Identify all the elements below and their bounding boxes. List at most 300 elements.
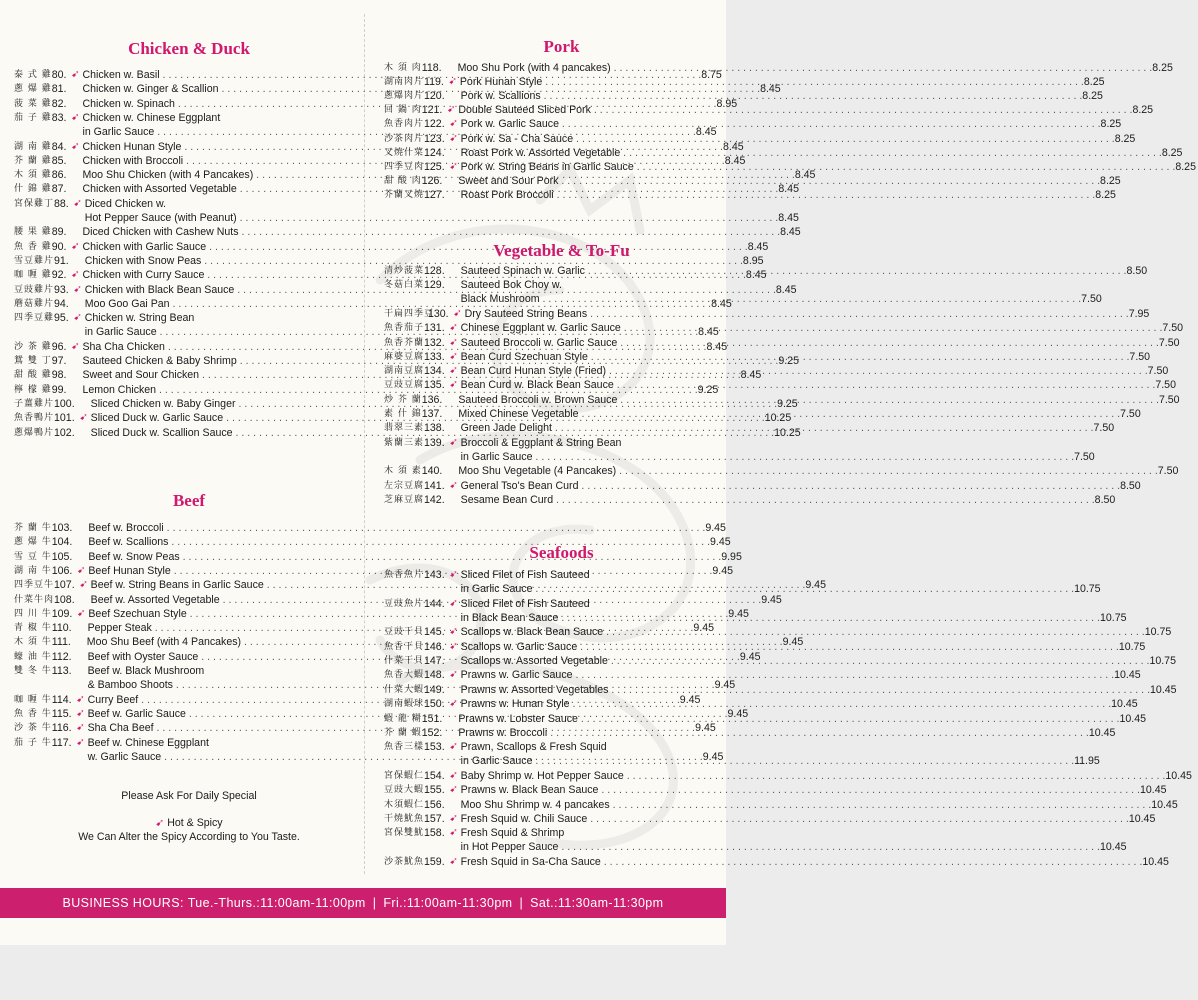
item-price: 8.50	[1120, 479, 1141, 492]
item-price: 9.25	[778, 355, 799, 367]
item-chinese-name: 沙茶肉片	[384, 133, 425, 144]
item-name-line: Moo Shu Pork (with 4 pancakes) . . .	[458, 61, 1153, 75]
item-number: 134.	[424, 365, 445, 378]
item-name-line: Sauteed Spinach w. Garlic . . .	[461, 264, 1127, 278]
item-description	[461, 436, 1074, 464]
item-number: 129.	[424, 279, 445, 292]
item-price: 9.45	[761, 593, 782, 606]
chili-pepper-icon: ➹	[76, 693, 85, 705]
item-number: 98.	[51, 369, 67, 382]
item-name-line: Moo Goo Gai Pan . . .	[85, 297, 711, 311]
menu-item	[14, 254, 764, 268]
item-description	[461, 812, 1129, 826]
item-name-line: Scallops w. Assorted Vegetable . . .	[461, 654, 1150, 668]
item-number: 137.	[421, 408, 443, 420]
menu-item	[384, 668, 1141, 682]
item-chinese-name: 清炒菠菜	[384, 266, 425, 276]
item-chinese-name: 芝麻豆腐	[384, 494, 425, 505]
item-chinese-name: 炒 芥 蘭	[384, 394, 422, 405]
item-number: 104.	[51, 536, 73, 549]
item-description	[461, 89, 1083, 103]
chili-pepper-icon: ➹	[71, 340, 80, 352]
item-number: 140.	[421, 465, 443, 478]
item-name-line: Prawns w. Black Bean Sauce . . .	[461, 783, 1140, 797]
item-name-line: Beef Hunan Style . . .	[88, 564, 712, 578]
item-number: 100.	[54, 397, 75, 410]
item-number: 147.	[424, 655, 445, 668]
item-name-line: Sha Cha Chicken . . .	[82, 340, 706, 354]
menu-item	[384, 798, 1178, 812]
item-name-line: Diced Chicken with Cashew Nuts . . .	[82, 225, 780, 239]
item-description	[461, 597, 1100, 625]
section-title-beef: Beef	[172, 491, 206, 510]
item-name-line: Sliced Filet of Fish Sauteed	[460, 569, 590, 581]
item-price: 8.45	[778, 183, 799, 196]
item-chinese-name: 魚香茄子	[384, 323, 425, 334]
item-price: 9.45	[695, 722, 716, 735]
item-description	[461, 826, 1100, 854]
item-name-line: in Garlic Sauce . . .	[85, 325, 698, 339]
item-name-line: Prawns w. Garlic Sauce . . .	[461, 668, 1114, 682]
item-name-line: Beef w. Garlic Sauce . . .	[88, 707, 728, 721]
item-price: 8.50	[1094, 493, 1116, 506]
item-price: 7.95	[1128, 307, 1150, 320]
item-chinese-name: 蔥 爆 雞	[14, 84, 52, 95]
item-number: 89.	[51, 226, 67, 239]
item-price: 9.45	[714, 679, 736, 691]
chili-pepper-icon: ➹	[449, 118, 458, 130]
item-name-line: Prawns w. Lobster Sauce . . .	[458, 712, 1119, 726]
item-number: 108.	[54, 593, 75, 606]
item-price: 8.45	[711, 297, 732, 310]
item-price: 10.25	[764, 412, 792, 425]
chili-pepper-icon: ➹	[73, 197, 82, 209]
item-chinese-name: 沙 茶 雞	[14, 341, 52, 352]
item-description	[461, 740, 1074, 768]
item-number: 153.	[424, 741, 445, 754]
item-number: 105.	[51, 550, 73, 563]
item-name-line: Prawns w. Broccoli . . .	[458, 726, 1088, 740]
chili-pepper-icon: ➹	[449, 132, 458, 144]
item-price: 9.45	[712, 564, 734, 577]
item-chinese-name: 湖南蝦球	[384, 699, 425, 710]
item-number: 96.	[51, 340, 67, 353]
item-chinese-name: 魚香芥蘭	[384, 337, 425, 348]
item-description	[461, 264, 1127, 278]
menu-item	[14, 578, 826, 592]
item-description	[461, 364, 1148, 378]
menu-item	[384, 132, 1136, 146]
item-number: 113.	[51, 665, 72, 677]
hours-separator: |	[372, 896, 377, 910]
item-chinese-name: 雪 豆 牛	[14, 551, 52, 562]
item-number: 149.	[424, 683, 445, 696]
chili-pepper-icon: ➹	[449, 784, 458, 796]
chili-pepper-icon: ➹	[77, 607, 86, 619]
item-number: 118.	[421, 62, 442, 74]
item-number: 101.	[54, 412, 75, 425]
item-name-line: Bean Curd Szechuan Style . . .	[461, 350, 1130, 364]
item-name-line: Broccoli & Eggplant & String Bean	[460, 436, 622, 449]
chili-pepper-icon: ➹	[449, 436, 458, 448]
chili-pepper-icon: ➹	[71, 240, 80, 252]
item-number: 121.	[421, 104, 443, 117]
menu-item	[14, 225, 801, 239]
item-chinese-name: 干燒魷魚	[384, 813, 425, 824]
item-number: 80.	[51, 69, 67, 81]
item-chinese-name: 冬菇白菜	[384, 280, 425, 291]
item-price: 7.50	[1120, 408, 1141, 420]
item-name-line: Sliced Filet of Fish Sauteed	[460, 597, 590, 610]
item-number: 150.	[424, 698, 445, 711]
item-price: 10.75	[1144, 626, 1172, 639]
item-name-line: Mixed Chinese Vegetable . . .	[458, 407, 1120, 421]
item-number: 119.	[424, 76, 444, 89]
item-name-line: Prawns w. Hunan Style . . .	[461, 697, 1112, 711]
item-name-line: Chicken w. Ginger & Scallion . . .	[82, 82, 760, 96]
item-number: 93.	[54, 283, 69, 296]
item-chinese-name: 回 鍋 肉	[384, 105, 422, 116]
chili-pepper-icon: ➹	[449, 379, 458, 391]
item-name-line: in Garlic Sauce . . .	[461, 754, 1074, 768]
item-price: 8.45	[775, 283, 797, 296]
item-chinese-name: 魚 香 雞	[14, 241, 52, 252]
item-chinese-name: 蔥爆鴨片	[14, 427, 55, 438]
item-description	[461, 625, 1145, 639]
item-number: 86.	[51, 169, 67, 182]
item-price: 8.45	[698, 326, 719, 339]
item-name-line: Beef w. Scallions . . .	[88, 535, 710, 549]
item-number: 94.	[54, 297, 69, 310]
item-chinese-name: 魚香三樣	[384, 742, 425, 753]
item-name-line: Sauteed Broccoli w. Brown Sauce . . .	[458, 393, 1159, 407]
item-chinese-name: 芥蘭叉燒	[384, 189, 425, 200]
item-price: 10.45	[1119, 712, 1146, 725]
item-name-line: Roast Pork w. Assorted Vegetable . . .	[461, 146, 1162, 160]
item-price: 9.45	[693, 622, 714, 635]
item-price: 10.45	[1088, 726, 1116, 739]
item-number: 131.	[424, 322, 445, 335]
item-name-line: & Bamboo Shoots . . .	[88, 678, 715, 692]
item-description	[461, 668, 1114, 682]
item-chinese-name: 魚香鴨片	[14, 413, 55, 424]
item-chinese-name: 左宗豆腐	[384, 480, 425, 491]
item-description	[461, 117, 1101, 131]
item-price: 8.45	[706, 340, 728, 353]
item-number: 159.	[424, 856, 445, 868]
item-number: 145.	[424, 626, 445, 639]
item-number: 138.	[424, 422, 445, 435]
item-description	[461, 683, 1150, 697]
menu-item	[384, 307, 1150, 321]
item-description	[461, 321, 1163, 335]
item-number: 87.	[51, 183, 67, 196]
item-price: 10.25	[774, 426, 801, 439]
item-price: 8.45	[760, 83, 781, 96]
item-description	[461, 146, 1162, 160]
item-price: 9.45	[705, 522, 726, 534]
item-chinese-name: 豆豉雞片	[14, 284, 55, 295]
hours-fri: Fri.:11:00am-11:30pm	[383, 896, 513, 910]
item-number: 125.	[424, 160, 445, 173]
item-name-line: Black Mushroom . . .	[461, 292, 1081, 306]
item-number: 142.	[424, 493, 445, 506]
item-number: 111.	[51, 636, 71, 649]
item-number: 90.	[51, 240, 67, 253]
item-chinese-name: 四 川 牛	[14, 608, 52, 619]
item-chinese-name: 雙 冬 牛	[14, 666, 52, 676]
item-price: 8.75	[701, 69, 722, 81]
item-name-line: Baby Shrimp w. Hot Pepper Sauce . . .	[461, 769, 1166, 783]
item-chinese-name: 什菜牛肉	[14, 594, 55, 605]
item-price: 8.25	[1152, 62, 1173, 74]
item-chinese-name: 湖 南 牛	[14, 565, 52, 576]
item-description	[458, 103, 1132, 117]
item-price: 10.45	[1150, 683, 1177, 696]
item-chinese-name: 豆豉大蝦	[384, 785, 425, 796]
item-number: 103.	[51, 522, 73, 534]
item-chinese-name: 木 須 素	[384, 466, 422, 477]
item-chinese-name: 翡翠三素	[384, 423, 425, 434]
item-price: 10.45	[1140, 784, 1167, 797]
item-chinese-name: 茄 子 雞	[14, 112, 52, 123]
item-description	[461, 798, 1152, 812]
item-number: 102.	[54, 426, 75, 439]
item-number: 116.	[51, 722, 72, 735]
section-title-seafoods: Seafoods	[529, 543, 594, 562]
item-price: 9.95	[721, 550, 742, 563]
item-chinese-name: 四季豆雞	[14, 313, 55, 324]
chili-pepper-icon: ➹	[449, 769, 458, 781]
chili-pepper-icon: ➹	[449, 597, 458, 609]
item-name-line: Fresh Squid & Shrimp	[460, 827, 565, 840]
item-number: 146.	[424, 640, 445, 653]
item-price: 7.50	[1093, 422, 1115, 435]
item-number: 106.	[51, 564, 73, 577]
item-description	[458, 393, 1159, 407]
item-description	[458, 712, 1119, 726]
item-name-line: Pork w. String Beans in Garlic Sauce . . .	[461, 160, 1176, 174]
chili-pepper-icon: ➹	[449, 698, 458, 710]
section-title-vegetable-tofu: Vegetable & To-Fu	[493, 241, 630, 260]
item-number: 143.	[424, 569, 445, 581]
item-number: 112.	[51, 650, 72, 663]
item-name-line: in Garlic Sauce . . .	[82, 125, 695, 139]
item-chinese-name: 雪豆雞片	[14, 255, 55, 266]
item-chinese-name: 湖 南 雞	[14, 141, 52, 152]
item-price: 8.25	[1175, 160, 1196, 173]
item-chinese-name: 子薑雞片	[14, 398, 55, 409]
chili-pepper-icon: ➹	[76, 707, 85, 719]
item-name-line: Sliced Chicken w. Baby Ginger . . .	[91, 397, 777, 411]
item-number: 157.	[424, 812, 445, 825]
menu-item	[384, 479, 1141, 493]
item-price: 10.45	[1111, 698, 1138, 711]
menu-item	[384, 436, 1095, 464]
hot-spicy-legend	[14, 817, 364, 829]
item-name-line: Hot Pepper Sauce (with Peanut) . . .	[85, 211, 779, 225]
item-name-line: Chicken with Snow Peas . . .	[85, 254, 743, 268]
item-chinese-name: 茄 子 牛	[14, 737, 52, 748]
hours-separator: |	[519, 896, 524, 910]
item-price: 8.25	[1161, 146, 1183, 159]
item-chinese-name: 蔥 爆 牛	[14, 537, 52, 548]
menu-item	[384, 855, 1169, 869]
item-name-line: Chicken with Black Bean Sauce . . .	[85, 283, 776, 297]
chili-pepper-icon: ➹	[71, 269, 80, 281]
item-price: 10.75	[1099, 611, 1127, 624]
item-number: 110.	[51, 622, 72, 635]
menu-item	[384, 812, 1156, 826]
item-chinese-name: 湖南豆腐	[384, 366, 425, 377]
item-price: 10.45	[1114, 669, 1141, 682]
menu-item	[384, 783, 1167, 797]
item-number: 151.	[421, 712, 443, 725]
item-description	[461, 640, 1119, 654]
item-description	[461, 336, 1159, 350]
item-chinese-name: 豆豉魚片	[384, 598, 425, 609]
item-name-line: Moo Shu Chicken (with 4 Pancakes) . . .	[82, 168, 794, 182]
chili-pepper-icon: ➹	[77, 564, 86, 576]
item-price: 9.45	[702, 750, 724, 763]
item-name-line: Pepper Steak . . .	[88, 621, 694, 635]
item-price: 8.45	[722, 140, 744, 153]
chili-pepper-icon: ➹	[449, 669, 458, 681]
chili-pepper-icon: ➹	[449, 640, 458, 652]
item-price: 7.50	[1074, 450, 1095, 463]
section-title-chicken: Chicken & Duck	[128, 39, 250, 58]
item-chinese-name: 豆豉豆腐	[384, 380, 425, 391]
item-price: 8.45	[695, 125, 717, 138]
item-description	[461, 350, 1130, 364]
item-number: 117.	[51, 736, 72, 749]
chili-pepper-icon: ➹	[449, 827, 458, 839]
item-description	[88, 550, 721, 564]
chili-pepper-icon: ➹	[71, 140, 80, 152]
item-price: 10.45	[1142, 856, 1169, 868]
item-number: 114.	[51, 693, 72, 706]
item-price: 7.50	[1158, 393, 1180, 406]
chili-pepper-icon: ➹	[449, 479, 458, 491]
item-description	[461, 479, 1120, 493]
menu-item	[384, 464, 1179, 478]
item-name-line: Beef with Oyster Sauce . . .	[88, 650, 740, 664]
item-description	[88, 521, 705, 535]
item-price: 8.95	[716, 97, 738, 110]
chili-pepper-icon: ➹	[71, 111, 80, 123]
menu-item	[14, 521, 726, 535]
menu-item	[14, 197, 799, 225]
item-price: 7.50	[1081, 293, 1102, 306]
item-name-line: Chinese Eggplant w. Garlic Sauce . . .	[461, 321, 1163, 335]
item-chinese-name: 蝦 龍 糊	[384, 713, 422, 724]
item-number: 148.	[424, 669, 445, 682]
chili-pepper-icon: ➹	[449, 569, 458, 580]
item-number: 97.	[51, 355, 67, 367]
chili-pepper-icon: ➹	[73, 312, 82, 324]
item-description	[461, 188, 1096, 202]
item-description	[458, 61, 1153, 75]
item-price: 8.45	[780, 226, 801, 239]
item-price: 8.25	[1082, 90, 1103, 103]
item-name-line: Chicken with Broccoli . . .	[82, 154, 724, 168]
item-name-line: Beef w. Snow Peas . . .	[88, 550, 721, 564]
menu-item	[14, 535, 731, 549]
item-number: 127.	[424, 188, 445, 201]
item-name-line: Moo Shu Beef (with 4 Pancakes) . . .	[87, 635, 783, 649]
chili-pepper-icon: ➹	[76, 736, 85, 748]
item-number: 82.	[51, 97, 67, 110]
item-chinese-name: 什菜大蝦	[384, 684, 425, 695]
item-price: 9.45	[679, 693, 701, 706]
item-price: 11.95	[1074, 755, 1100, 768]
item-description	[465, 307, 1129, 321]
item-name-line: w. Garlic Sauce . . .	[88, 750, 703, 764]
item-chinese-name: 干扁四季豆	[384, 308, 435, 319]
item-chinese-name: 什菜干貝	[384, 656, 425, 667]
menu-item	[384, 826, 1127, 854]
item-number: 128.	[424, 265, 445, 277]
item-number: 133.	[424, 350, 445, 363]
chili-pepper-icon: ➹	[449, 741, 458, 753]
section-title-pork: Pork	[543, 37, 580, 56]
item-price: 9.45	[710, 536, 731, 549]
item-name-line: Sliced Duck w. Garlic Sauce . . .	[91, 411, 765, 425]
item-chinese-name: 腰 果 雞	[14, 227, 52, 238]
item-number: 123.	[424, 132, 445, 145]
hours-label: BUSINESS HOURS:	[62, 896, 184, 910]
item-description	[461, 568, 1074, 596]
item-name-line: Chicken w. Chinese Eggplant	[82, 111, 221, 124]
item-price: 9.25	[777, 397, 798, 410]
item-name-line: Dry Sauteed String Beans . . .	[465, 307, 1129, 321]
menu-item	[384, 697, 1138, 711]
item-name-line: Beef w. Assorted Vegetable . . .	[91, 593, 762, 607]
item-price: 9.45	[728, 607, 749, 620]
menu-item	[384, 493, 1116, 507]
item-price: 10.45	[1165, 769, 1192, 782]
item-price: 7.50	[1158, 336, 1180, 349]
item-chinese-name: 沙茶魷魚	[384, 857, 425, 867]
item-chinese-name: 麻婆豆腐	[384, 351, 425, 362]
business-hours-band	[0, 888, 726, 918]
item-price: 8.25	[1100, 174, 1121, 187]
chili-pepper-icon: ➹	[449, 322, 458, 334]
item-price: 8.50	[1126, 265, 1148, 277]
item-chinese-name: 蘑菇雞片	[14, 298, 55, 309]
item-number: 109.	[51, 607, 73, 620]
item-name-line: Sha Cha Beef . . .	[88, 721, 696, 735]
item-name-line: Roast Pork Broccoli . . .	[461, 188, 1096, 202]
item-description	[461, 783, 1140, 797]
item-name-line: Chicken w. Spinach . . .	[82, 97, 716, 111]
item-chinese-name: 芥 蘭 牛	[14, 523, 52, 533]
item-chinese-name: 木須蝦仁	[384, 799, 425, 810]
item-description	[460, 75, 1084, 89]
item-description	[458, 464, 1157, 478]
item-chinese-name: 鴛 雙 丁	[14, 356, 52, 366]
item-name-line: Beef w. Chinese Eggplant	[87, 736, 209, 749]
item-number: 99.	[51, 383, 67, 396]
item-price: 8.45	[740, 369, 762, 382]
item-chinese-name: 湖南肉片	[384, 77, 425, 88]
item-chinese-name: 木 須 牛	[14, 637, 52, 648]
item-name-line: Moo Shu Vegetable (4 Pancakes) . . .	[458, 464, 1157, 478]
item-name-line: Sliced Duck w. Scallion Sauce . . .	[91, 426, 775, 440]
item-name-line: Chicken with Garlic Sauce . . .	[82, 240, 747, 254]
chili-pepper-icon: ➹	[448, 76, 458, 88]
item-price: 10.45	[1128, 812, 1156, 825]
